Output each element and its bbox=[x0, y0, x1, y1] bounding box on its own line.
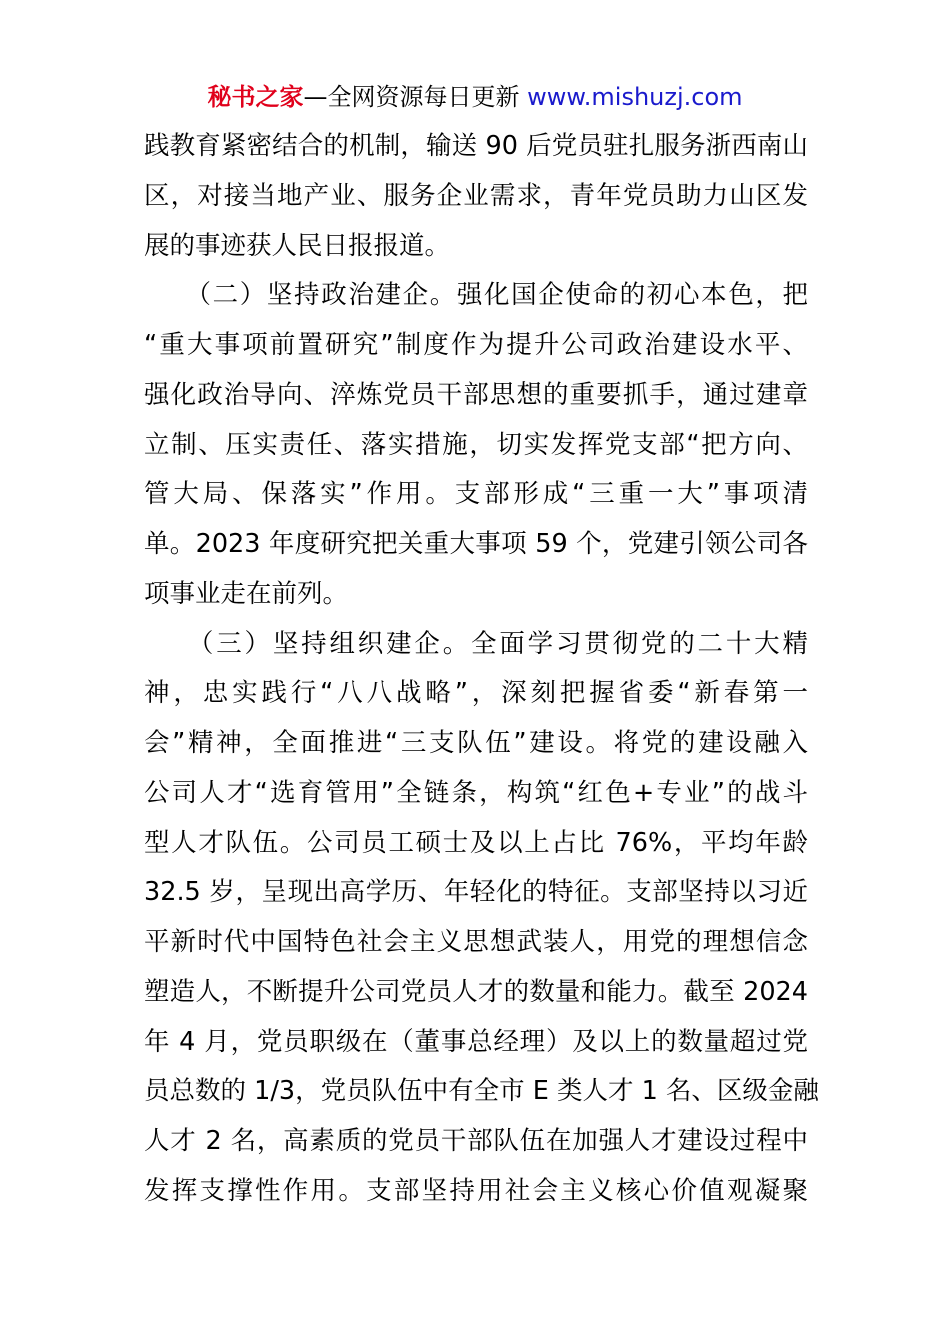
text-line: 立制、压实责任、落实措施，切实发挥党支部“把方向、 bbox=[144, 429, 808, 460]
text-line: （三）坚持组织建企。全面学习贯彻党的二十大精 bbox=[144, 628, 808, 659]
text-line: 展的事迹获人民日报报道。 bbox=[144, 230, 451, 261]
text-line: 塑造人，不断提升公司党员人才的数量和能力。截至 2024 bbox=[144, 976, 808, 1007]
text-line: （二）坚持政治建企。强化国企使命的初心本色，把 bbox=[144, 280, 808, 311]
site-url-link[interactable]: www.mishuzj.com bbox=[527, 83, 743, 111]
text-line: 管大局、保落实”作用。支部形成“三重一大”事项清 bbox=[144, 479, 808, 510]
text-line: 人才 2 名，高素质的党员干部队伍在加强人才建设过程中 bbox=[144, 1126, 808, 1156]
text-line: 年 4 月，党员职级在（董事总经理）及以上的数量超过党 bbox=[144, 1026, 808, 1057]
brand-name: 秘书之家 bbox=[207, 83, 304, 111]
text-line: 践教育紧密结合的机制，输送 90 后党员驻扎服务浙西南山 bbox=[144, 131, 808, 161]
text-line: 员总数的 1/3，党员队伍中有全市 E 类人才 1 名、区级金融 bbox=[144, 1076, 819, 1107]
text-line: 发挥支撑性作用。支部坚持用社会主义核心价值观凝聚 bbox=[144, 1175, 808, 1206]
text-line: 神，忠实践行“八八战略”，深刻把握省委“新春第一 bbox=[144, 678, 808, 709]
header-tagline: —全网资源每日更新 bbox=[303, 83, 520, 111]
text-line: 32.5 岁，呈现出高学历、年轻化的特征。支部坚持以习近 bbox=[144, 877, 808, 908]
text-line: 型人才队伍。公司员工硕士及以上占比 76%，平均年龄 bbox=[144, 827, 808, 858]
text-line: 平新时代中国特色社会主义思想武装人，用党的理想信念 bbox=[144, 927, 808, 957]
page-header bbox=[0, 80, 950, 114]
text-line: 区，对接当地产业、服务企业需求，青年党员助力山区发 bbox=[144, 180, 808, 211]
text-line: “重大事项前置研究”制度作为提升公司政治建设水平、 bbox=[144, 330, 808, 360]
text-line: 会”精神，全面推进“三支队伍”建设。将党的建设融入 bbox=[144, 728, 808, 758]
text-line: 强化政治导向、淬炼党员干部思想的重要抓手，通过建章 bbox=[144, 379, 808, 410]
text-line: 公司人才“选育管用”全链条，构筑“红色+专业”的战斗 bbox=[144, 777, 808, 808]
text-line: 项事业走在前列。 bbox=[144, 578, 349, 609]
document-body bbox=[144, 122, 819, 1217]
text-line: 单。2023 年度研究把关重大事项 59 个，党建引领公司各 bbox=[144, 529, 808, 559]
